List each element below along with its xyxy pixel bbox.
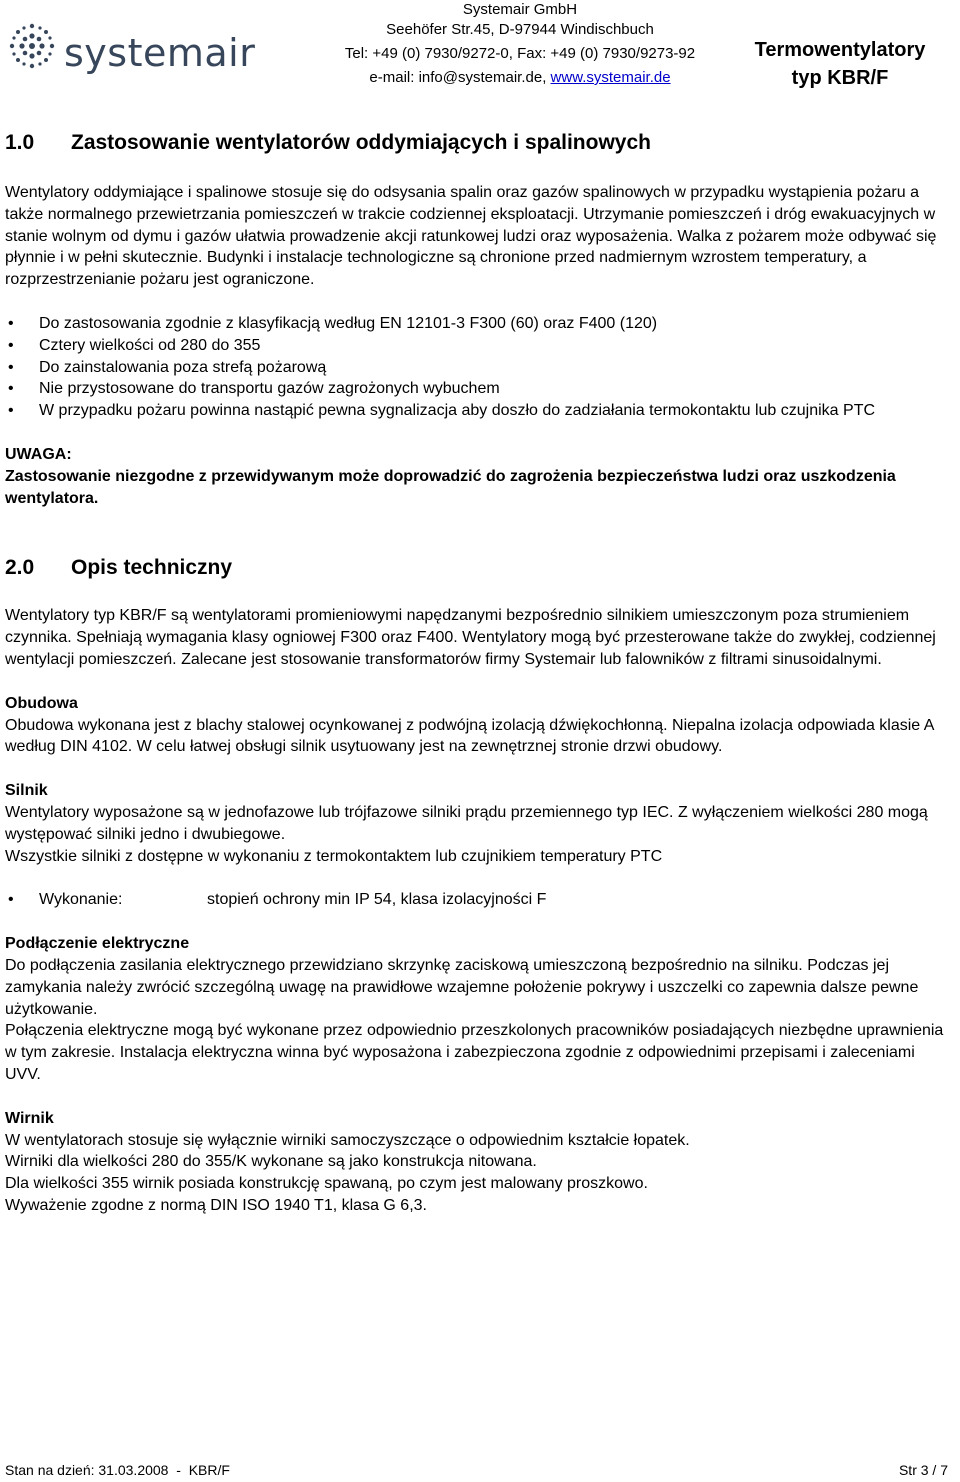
- list-item: • Do zastosowania zgodnie z klasyfikacją według EN 12101-3 F300 (60) oraz F400 (120): [5, 313, 955, 335]
- electric-heading: Podłączenie elektryczne: [5, 935, 190, 953]
- logo-text: systemair: [64, 31, 256, 75]
- section-1-bullets: [5, 313, 955, 422]
- list-item: [5, 889, 955, 911]
- housing-text: Obudowa wykonana jest z blachy stalowej ocynkowanej z podwójną izolacją dźwiękochłonną. Niepalna izolacja odpowiada klasie A według DIN 4102. W celu łatwej obsługi silnik usytuowany jest na zewnętrznej stronie drzwi obudowy.: [5, 716, 934, 756]
- section-1-paragraph: Wentylatory oddymiające i spalinowe stosuje się do odsysania spalin oraz gazów spalinowych w przypadku wystąpienia pożaru a także normalnego przewietrzania pomieszczeń w trakcie codziennej eksploatacji. Utrzymanie pomieszczeń i dróg ewakuacyjnych w stanie wolnym od dymu i gazów ułatwia prowadzenie akcji ratunkowej ludzi oraz wyposażenia. Walka z pożarem może odbywać się płynnie i w pełni skutecznie. Budynki i instalacje technologiczne są chronione przed nadmiernym wzrostem temperatury, a rozprzestrzenianie pożaru jest ograniczone.: [5, 184, 937, 289]
- impeller-line: Dla wielkości 355 wirnik posiada konstrukcję spawaną, po czym jest malowany proszkowo.: [5, 1175, 648, 1193]
- company-address: Seehöfer Str.45, D-97944 Windischbuch: [386, 21, 654, 38]
- section-2-heading: [5, 553, 955, 583]
- section-2-title: Opis techniczny: [71, 556, 233, 580]
- section-2-intro: Wentylatory typ KBR/F są wentylatorami promieniowymi napędzanymi bezpośrednio silnikiem umieszczonym poza strumieniem czynnika. Spełniają wymagania klasy ogniowej F300 oraz F400. Wentylatory mogą być przesterowane także do zwykłej, codziennej wentylacji pomieszczeń. Zalecane jest stosowanie transformatorów firmy Systemair lub falowników z filtrami sinusoidalnymi.: [5, 607, 936, 668]
- section-2-number: 2.0: [5, 556, 35, 580]
- impeller-heading: Wirnik: [5, 1109, 54, 1127]
- product-line-2: typ KBR/F: [791, 67, 889, 89]
- section-1-title: Zastosowanie wentylatorów oddymiających i spalinowych: [71, 131, 651, 154]
- company-tel-fax: Tel: +49 (0) 7930/9272-0, Fax: +49 (0) 7930/9273-92: [344, 45, 696, 62]
- company-name: Systemair GmbH: [462, 1, 578, 18]
- section-1-heading: [5, 128, 955, 158]
- warning-label: UWAGA:: [5, 445, 72, 463]
- impeller-line: Wirniki dla wielkości 280 do 355/K wykonane są jako konstrukcja nitowana.: [5, 1153, 537, 1171]
- section-1-number: 1.0: [5, 131, 35, 154]
- product-title: [730, 36, 950, 92]
- company-info: [260, 0, 780, 88]
- footer-date: Stan na dzień: 31.03.2008 - KBR/F: [5, 1462, 230, 1478]
- list-item: • Cztery wielkości od 280 do 355: [5, 335, 955, 357]
- motor-text-1: Wentylatory wyposażone są w jednofazowe lub trójfazowe silniki prądu przemiennego typ IEC. Z wyłączeniem wielkości 280 mogą występować silniki jedno i dwubiegowe.: [5, 803, 928, 843]
- motor-bullets: [5, 889, 955, 911]
- list-item: • Do zainstalowania poza strefą pożarową: [5, 357, 955, 379]
- motor-bullet-value: stopień ochrony min IP 54, klasa izolacyjności F: [207, 891, 547, 909]
- electric-text-2: Połączenia elektryczne mogą być wykonane przez odpowiednio przeszkolonych pracowników posiadających niezbędne uprawnienia w tym zakresie. Instalacja elektryczna winna być wyposażona i zabezpieczona zgodnie z odpowiednimi przepisami i zaleceniami UVV.: [5, 1022, 944, 1083]
- systemair-logo: [8, 18, 256, 75]
- footer-page-number: Str 3 / 7: [898, 1462, 948, 1478]
- motor-text-2: Wszystkie silniki z dostępne w wykonaniu z termokontaktem lub czujnikiem temperatury PTC: [5, 847, 663, 865]
- impeller-line: Wyważenie zgodne z normą DIN ISO 1940 T1, klasa G 6,3.: [5, 1196, 427, 1214]
- housing-heading: Obudowa: [5, 694, 78, 712]
- electric-text-1: Do podłączenia zasilania elektrycznego przewidziano skrzynkę zaciskową umieszczoną bezpośrednio na silniku. Podczas jej zamykania należy zwrócić szczególną uwagę na prawidłowe wzajemne położenie pokrywy i uszczelki co zapewnia dalsze pewne użytkowanie.: [5, 956, 919, 1018]
- company-email: e-mail: info@systemair.de,: [369, 69, 547, 86]
- website-link[interactable]: www.systemair.de: [550, 69, 671, 86]
- product-line-1: Termowentylatory: [754, 39, 926, 61]
- warning-text: Zastosowanie niezgodne z przewidywanym może doprowadzić do zagrożenia bezpieczeństwa ludzi oraz uszkodzenia wentylatora.: [5, 467, 896, 507]
- list-item: • W przypadku pożaru powinna nastąpić pewna sygnalizacja aby doszło do zadziałania termokontaktu lub czujnika PTC: [5, 400, 955, 422]
- fan-icon: [8, 22, 56, 70]
- main-content: [5, 128, 955, 1217]
- list-item: • Nie przystosowane do transportu gazów zagrożonych wybuchem: [5, 378, 955, 400]
- motor-heading: Silnik: [5, 782, 48, 800]
- motor-bullet-key: Wykonanie:: [39, 891, 123, 909]
- impeller-line: W wentylatorach stosuje się wyłącznie wirniki samoczyszczące o odpowiednim kształcie łopatek.: [5, 1131, 690, 1149]
- company-contact: [260, 68, 780, 88]
